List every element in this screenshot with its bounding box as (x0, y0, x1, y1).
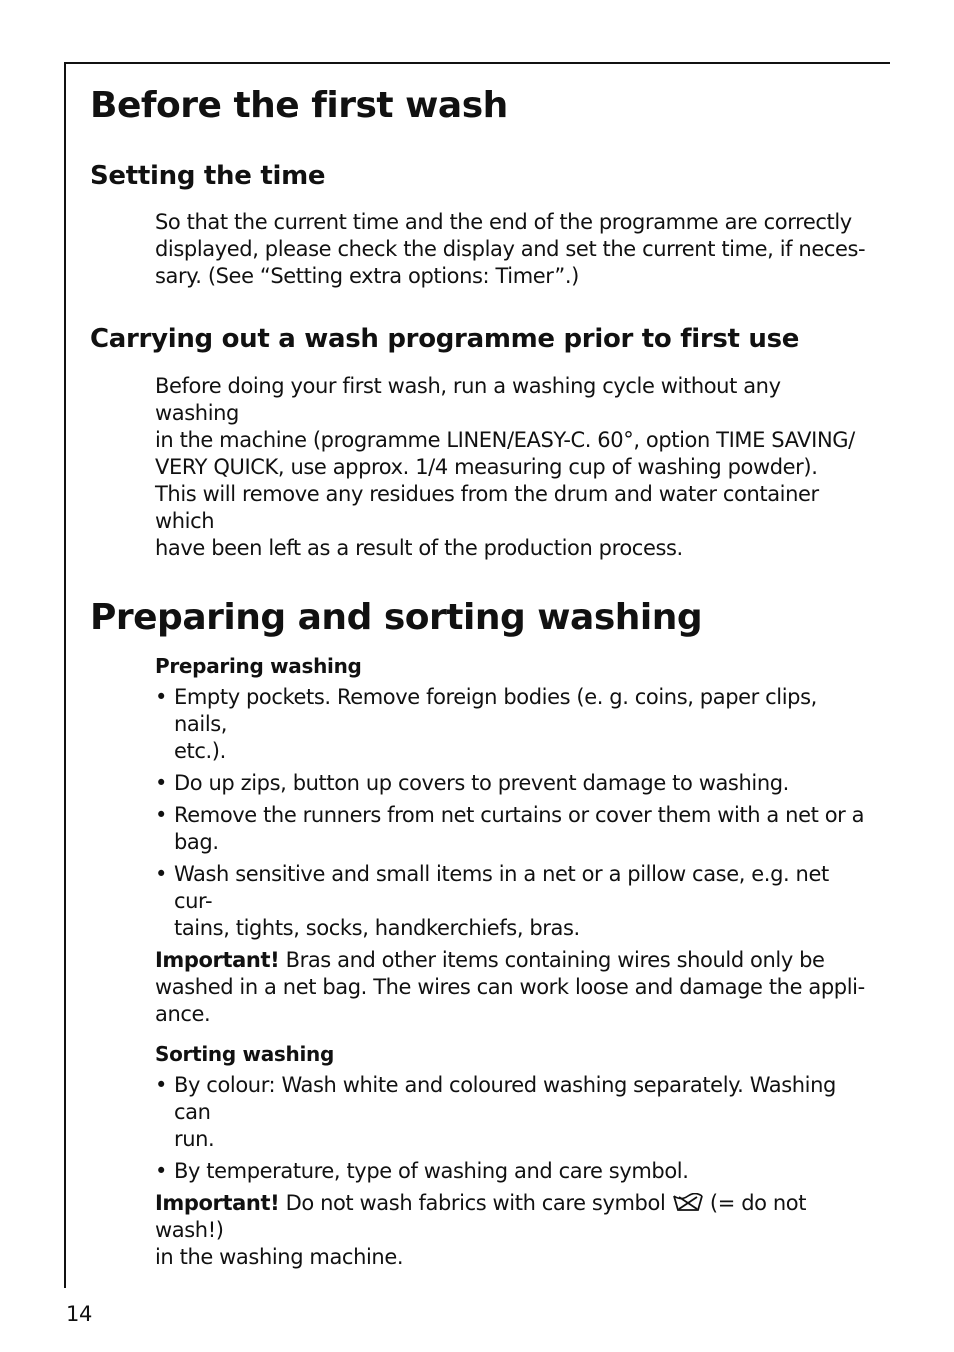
text-line: displayed, please check the display and set the current time, if neces- (155, 237, 866, 262)
bullet-marker: • (155, 770, 167, 795)
text-line: tains, tights, socks, handkerchiefs, bras. (174, 915, 580, 940)
text-line: Remove the runners from net curtains or cover them with a net or a (174, 802, 865, 827)
note-text: Do not wash fabrics with care symbol (279, 1190, 672, 1215)
text-line: in the washing machine. (155, 1244, 404, 1269)
text-line: Do up zips, button up covers to prevent damage to washing. (174, 770, 789, 795)
text-line (155, 1190, 870, 1244)
text-line: Wash sensitive and small items in a net or a pillow case, e.g. net cur- (174, 861, 829, 913)
bullet-marker: • (155, 1158, 167, 1183)
list-item (155, 861, 870, 942)
important-label: Important! (155, 1190, 280, 1215)
page-frame-left-rule (64, 62, 66, 1288)
text-line: washed in a net bag. The wires can work loose and damage the appli- (155, 974, 865, 999)
text-line: This will remove any residues from the drum and water container which (155, 481, 819, 533)
bullet-marker: • (155, 1072, 167, 1097)
text-line: Empty pockets. Remove foreign bodies (e. g. coins, paper clips, nails, (174, 684, 817, 736)
preparing-washing-block (155, 653, 870, 1028)
text-line: By temperature, type of washing and care symbol. (174, 1158, 689, 1183)
text-line: So that the current time and the end of the programme are correctly (155, 210, 852, 235)
bullet-marker: • (155, 861, 167, 886)
text-line: VERY QUICK, use approx. 1/4 measuring cup of washing powder). (155, 454, 818, 479)
note-text: (= do not wash!) (155, 1190, 807, 1242)
text-line: in the machine (programme LINEN/EASY-C. 60°, option TIME SAVING/ (155, 427, 855, 452)
important-note-care-symbol (155, 1190, 870, 1271)
text-line: have been left as a result of the production process. (155, 535, 683, 560)
list-item (155, 802, 870, 856)
important-label: Important! (155, 947, 280, 972)
list-item (155, 770, 870, 797)
subheading-sorting-washing: Sorting washing (155, 1041, 334, 1066)
list-item (155, 1072, 870, 1153)
list-item (155, 684, 870, 765)
text-line (155, 947, 870, 974)
first-use-text (155, 373, 870, 562)
heading-first-use: Carrying out a wash programme prior to first use (90, 324, 800, 355)
heading-setting-the-time: Setting the time (90, 161, 326, 192)
do-not-wash-icon (672, 1193, 704, 1213)
section-title-before-first-wash: Before the first wash (90, 85, 508, 126)
bullet-marker: • (155, 684, 167, 709)
note-text: Bras and other items containing wires should only be (279, 947, 825, 972)
list-item (155, 1158, 870, 1185)
text-line: bag. (174, 829, 219, 854)
page-content (90, 84, 870, 1271)
subheading-preparing-washing: Preparing washing (155, 653, 362, 678)
sorting-bullet-list (155, 1072, 870, 1185)
page-number: 14 (66, 1302, 93, 1326)
text-line: sary. (See “Setting extra options: Timer”.) (155, 264, 579, 289)
text-line: By colour: Wash white and coloured washing separately. Washing can (174, 1072, 836, 1124)
page-frame-top-rule (64, 62, 890, 64)
bullet-marker: • (155, 802, 167, 827)
preparing-bullet-list (155, 684, 870, 942)
sorting-washing-block (155, 1041, 870, 1271)
important-note-wires (155, 947, 870, 1028)
text-line: etc.). (174, 738, 226, 763)
text-line: run. (174, 1126, 215, 1151)
setting-time-text (155, 209, 870, 290)
section-title-preparing-sorting: Preparing and sorting washing (90, 596, 703, 638)
text-line: ance. (155, 1001, 211, 1026)
text-line: Before doing your first wash, run a washing cycle without any washing (155, 373, 781, 425)
